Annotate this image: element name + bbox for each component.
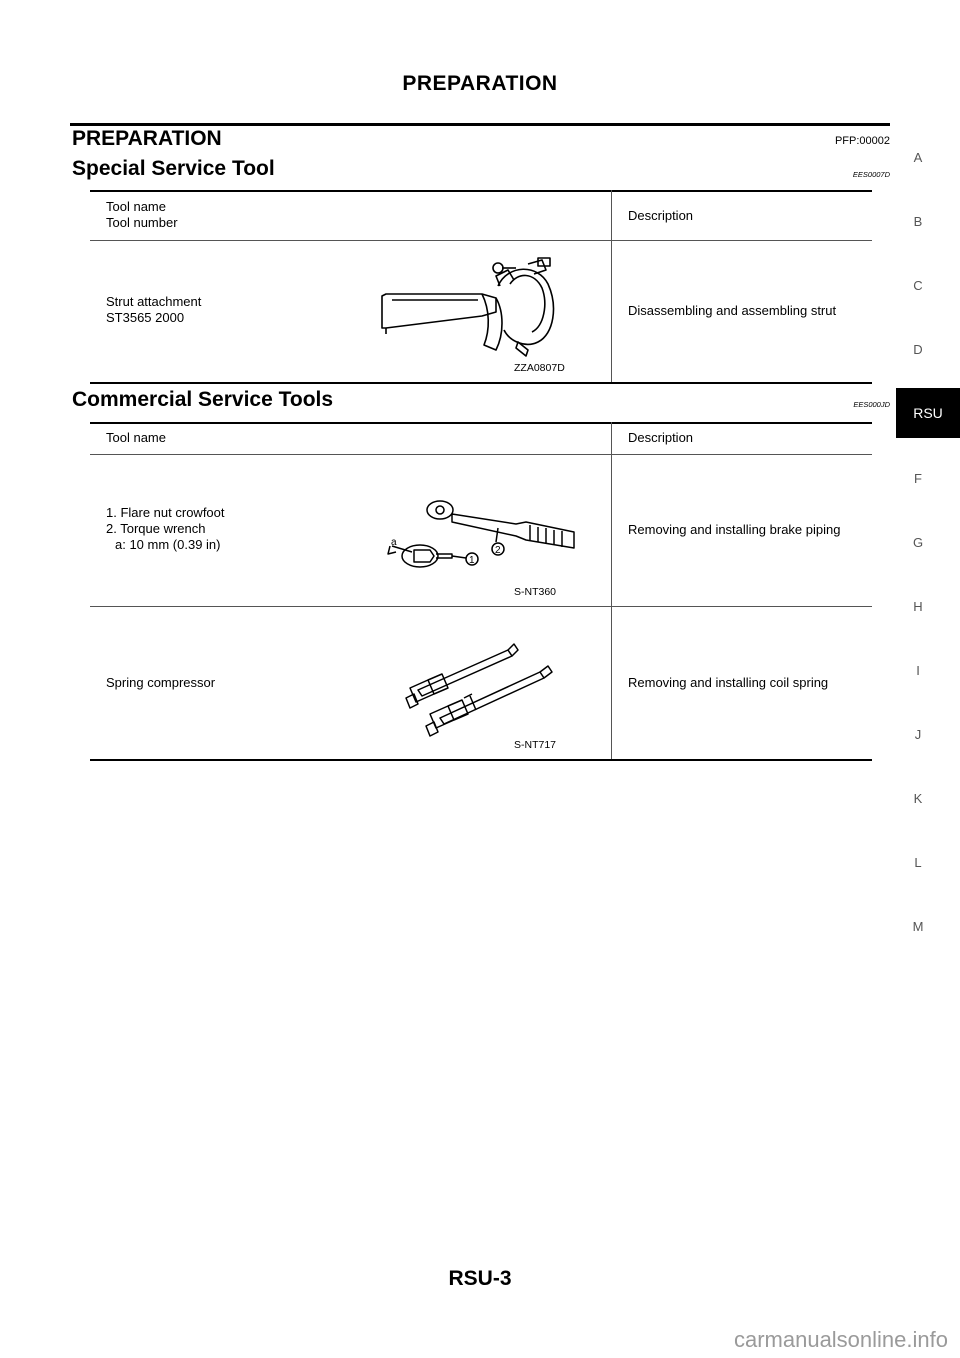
callout-2: 2 (495, 545, 501, 556)
header-tool-name: Tool name (106, 430, 166, 445)
column-divider (611, 422, 612, 761)
section-title: PREPARATION (72, 127, 222, 150)
header-tool-number: Tool number (106, 215, 178, 230)
spring-compressor-illustration (400, 638, 570, 738)
header-tool-name: Tool name (106, 199, 166, 214)
table-rule (90, 759, 872, 761)
side-index-item[interactable]: L (914, 855, 922, 870)
column-divider (611, 190, 612, 383)
figure-code: S-NT717 (514, 739, 557, 751)
callout-a: a (391, 537, 397, 548)
side-index-item[interactable]: H (913, 599, 923, 614)
side-index-item[interactable]: C (913, 278, 923, 293)
tool-description: Removing and installing coil spring (628, 675, 829, 690)
table-rule (90, 606, 872, 607)
page-number: RSU-3 (448, 1267, 512, 1290)
section-code: PFP:00002 (834, 135, 890, 147)
special-tool-code: EES0007D (852, 170, 890, 179)
side-index-item[interactable]: I (916, 663, 920, 678)
watermark: carmanualsonline.info (733, 1327, 948, 1352)
special-tool-heading: Special Service Tool (72, 157, 275, 180)
side-index-item[interactable]: D (913, 342, 923, 357)
table-rule (90, 454, 872, 455)
table-rule (90, 422, 872, 424)
side-index-item[interactable]: K (913, 791, 923, 806)
tool-name: Spring compressor (106, 675, 216, 690)
callout-1: 1 (469, 555, 475, 566)
table-rule (90, 382, 872, 384)
page-title: PREPARATION (402, 72, 558, 95)
tool-number: ST3565 2000 (106, 310, 185, 325)
header-description: Description (628, 208, 694, 223)
tool-description: Disassembling and assembling strut (628, 303, 837, 318)
tool-name: 1. Flare nut crowfoot (106, 505, 225, 520)
tool-name: 2. Torque wrench (106, 521, 206, 536)
table-rule (90, 240, 872, 241)
commercial-tools-code: EES000JD (853, 400, 890, 409)
side-index-item[interactable]: B (913, 214, 923, 229)
header-description: Description (628, 430, 694, 445)
side-index-item[interactable]: A (913, 150, 923, 165)
section-rule (70, 123, 890, 126)
tool-name: Strut attachment (106, 294, 202, 309)
figure-code: S-NT360 (514, 586, 557, 598)
table-rule (90, 190, 872, 192)
side-index-item[interactable]: G (912, 535, 924, 550)
strut-attachment-illustration (378, 250, 588, 360)
side-index-item[interactable]: M (912, 919, 924, 934)
commercial-tools-heading: Commercial Service Tools (72, 388, 334, 411)
side-index-active[interactable]: RSU (896, 388, 960, 438)
side-index-item[interactable]: J (914, 727, 922, 742)
side-index-item[interactable]: F (914, 471, 922, 486)
figure-code: ZZA0807D (514, 362, 565, 374)
tool-description: Removing and installing brake piping (628, 522, 841, 537)
tool-spec: a: 10 mm (0.39 in) (115, 537, 221, 552)
crowfoot-torque-wrench-illustration (378, 492, 588, 584)
